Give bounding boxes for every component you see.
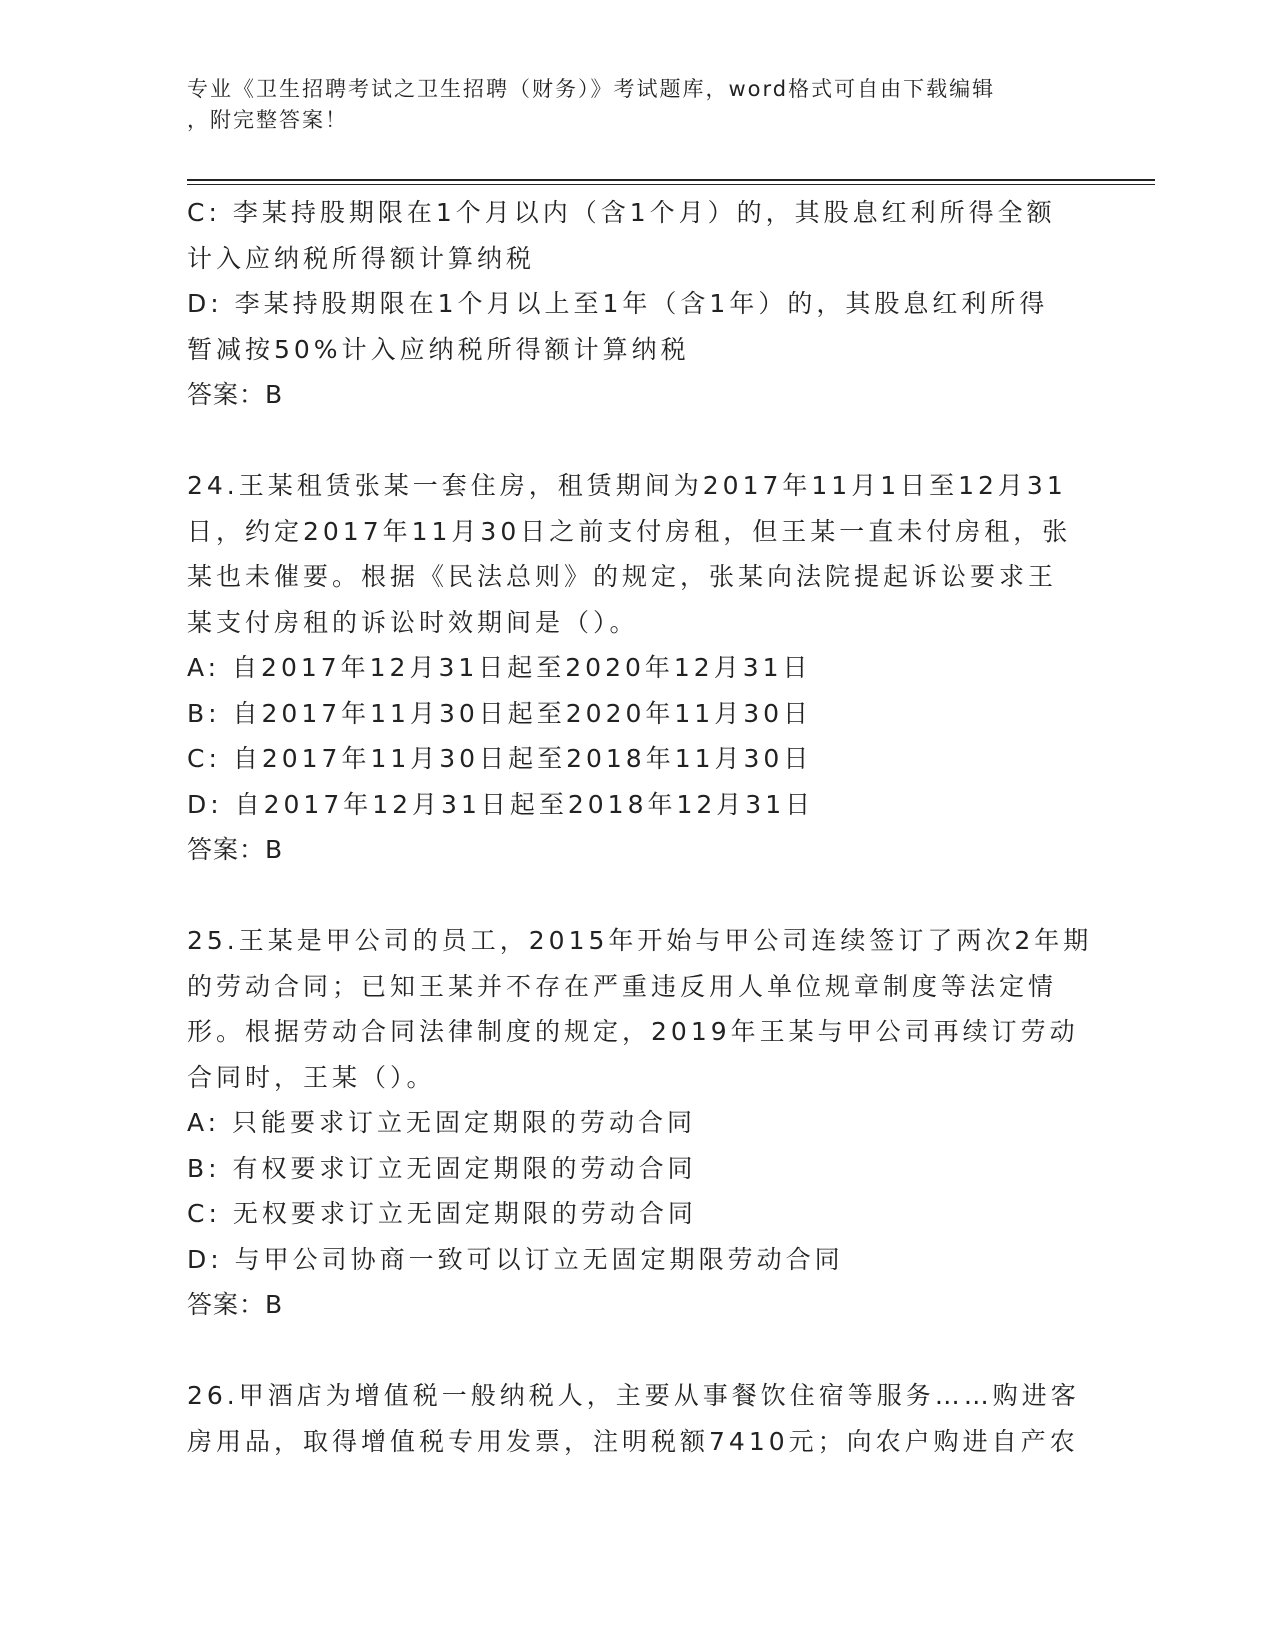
- prev-question: [187, 190, 1087, 418]
- question-stem-line: 25.王某是甲公司的员工，2015年开始与甲公司连续签订了两次2年期: [187, 926, 1093, 955]
- option-a: A: 自2017年12月31日起至2020年12月31日: [187, 653, 812, 682]
- option-c: C: 无权要求订立无固定期限的劳动合同: [187, 1199, 697, 1228]
- header-line-2: ，附完整答案！: [187, 108, 348, 132]
- option-c: C: 自2017年11月30日起至2018年11月30日: [187, 744, 813, 773]
- spacer: [187, 1328, 1087, 1374]
- answer-line: 答案：B: [187, 380, 284, 409]
- option-c-line-1: C: 李某持股期限在1个月以内（含1个月）的，其股息红利所得全额: [187, 198, 1056, 227]
- question-stem-line: 日，约定2017年11月30日之前支付房租，但王某一直未付房租，张: [187, 516, 1072, 546]
- question-stem-line: 某也未催要。根据《民法总则》的规定，张某向法院提起诉讼要求王: [187, 562, 1058, 591]
- question-stem-line: 合同时，王某（）。: [187, 1062, 436, 1092]
- question-stem-line: 26.甲酒店为增值税一般纳税人，主要从事餐饮住宿等服务……购进客: [187, 1381, 1080, 1410]
- answer-line: 答案：B: [187, 1290, 284, 1319]
- question-stem-line: 房用品，取得增值税专用发票，注明税额7410元；向农户购进自产农: [187, 1426, 1079, 1456]
- question-26: [187, 1373, 1087, 1464]
- question-stem-line: 的劳动合同；已知王某并不存在严重违反用人单位规章制度等法定情: [187, 971, 1058, 1001]
- spacer: [187, 418, 1087, 464]
- question-stem-line: 某支付房租的诉讼时效期间是（）。: [187, 607, 639, 637]
- header-line-1: 专业《卫生招聘考试之卫生招聘（财务）》考试题库，word格式可自由下载编辑: [187, 77, 996, 101]
- question-25: [187, 918, 1093, 1328]
- header-rule-thick: [187, 179, 1155, 181]
- document-body: [187, 190, 1093, 1464]
- answer-line: 答案：B: [187, 835, 284, 864]
- option-c-line-2: 计入应纳税所得额计算纳税: [187, 243, 536, 273]
- option-b: B: 自2017年11月30日起至2020年11月30日: [187, 698, 813, 728]
- header-rule-thin: [187, 184, 1155, 185]
- question-stem-line: 24.王某租赁张某一套住房，租赁期间为2017年11月1日至12月31: [187, 471, 1067, 500]
- spacer: [187, 873, 1087, 919]
- question-24: [187, 463, 1087, 873]
- option-d: D: 与甲公司协商一致可以订立无固定期限劳动合同: [187, 1244, 844, 1274]
- question-stem-line: 形。根据劳动合同法律制度的规定，2019年王某与甲公司再续订劳动: [187, 1017, 1079, 1046]
- option-b: B: 有权要求订立无固定期限的劳动合同: [187, 1153, 697, 1183]
- option-d-line-1: D: 李某持股期限在1个月以上至1年（含1年）的，其股息红利所得: [187, 289, 1049, 318]
- option-d: D: 自2017年12月31日起至2018年12月31日: [187, 789, 815, 819]
- option-d-line-2: 暂减按50%计入应纳税所得额计算纳税: [187, 334, 690, 364]
- document-header: [187, 74, 1067, 136]
- option-a: A: 只能要求订立无固定期限的劳动合同: [187, 1108, 697, 1137]
